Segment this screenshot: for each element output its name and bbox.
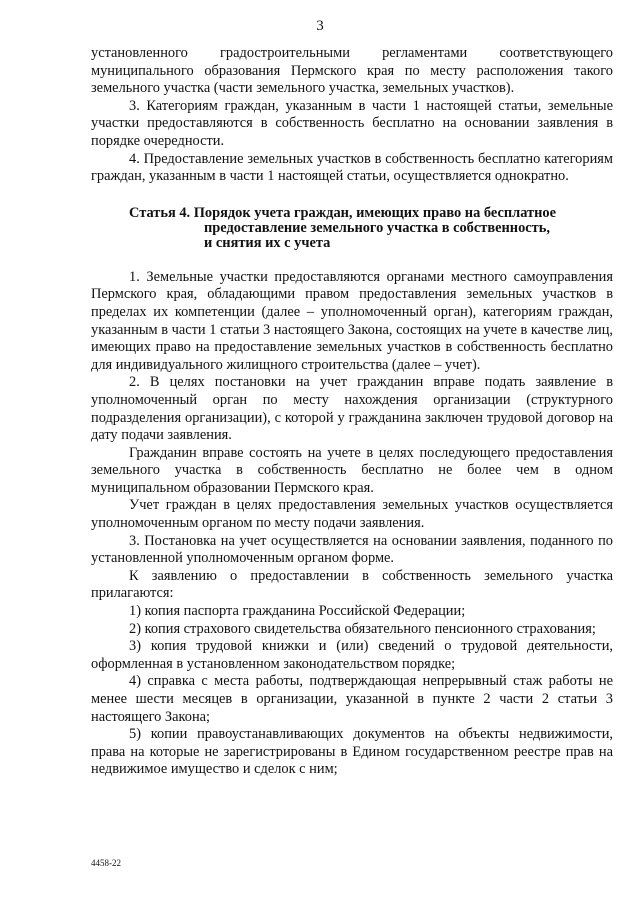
paragraph: Учет граждан в целях предоставления земельных участков осуществляется уполномоченным органом по месту подачи заявления. — [91, 497, 613, 532]
list-item: 4) справка с места работы, подтверждающая непрерывный стаж работы не менее шести месяцев в организации, указанной в пункте 2 части 2 статьи 3 настоящего Закона; — [91, 673, 613, 725]
article-title-line: и снятия их с учета — [204, 234, 331, 251]
page-number: 3 — [316, 18, 324, 34]
article-title — [91, 206, 613, 251]
paragraph: 3. Категориям граждан, указанным в части 1 настоящей статьи, земельные участки предоставляются в собственность бесплатно на основании заявления в порядке очередности. — [91, 97, 613, 149]
list-item: 2) копия страхового свидетельства обязательного пенсионного страхования; — [129, 620, 596, 637]
list-item: 1) копия паспорта гражданина Российской Федерации; — [129, 603, 466, 620]
paragraph: 2. В целях постановки на учет гражданин вправе подать заявление в уполномоченный орган по месту нахождения организации (структурного подразделения организации), с которой у гражданина заключен трудовой договор на дату подачи заявления. — [91, 374, 613, 444]
paragraph: Гражданин вправе состоять на учете в целях последующего предоставления земельного участка в собственность бесплатно не более чем в одном муниципальном образовании Пермского края. — [91, 444, 613, 496]
list-item: 5) копии правоустанавливающих документов на объекты недвижимости, права на которые не зарегистрированы в Едином государственном реестре прав на недвижимое имущество и сделок с ним; — [91, 726, 613, 778]
list-item: 3) копия трудовой книжки и (или) сведений о трудовой деятельности, оформленная в установленном законодательством порядке; — [91, 638, 613, 672]
paragraph: 1. Земельные участки предоставляются органами местного самоуправления Пермского края, обладающими правом предоставления земельных участков в пределах их компетенции (далее – уполномоченный орган), категориям граждан, указанным в части 1 статьи 3 настоящего Закона, состоящих на учете в качестве лиц, имеющих право на предоставление земельных участков в собственность бесплатно для индивидуального жилищного строительства (далее – учет). — [91, 268, 613, 373]
paragraph: К заявлению о предоставлении в собственность земельного участка прилагаются: — [91, 567, 613, 602]
footer-code: 4458-22 — [91, 858, 121, 868]
paragraph: 4. Предоставление земельных участков в собственность бесплатно категориям граждан, указанным в части 1 настоящей статьи, осуществляется однократно. — [91, 150, 613, 185]
article-title-line: предоставление земельного участка в собственность, — [204, 219, 550, 236]
paragraph: 3. Постановка на учет осуществляется на основании заявления, поданного по установленной уполномоченным органом форме. — [91, 532, 613, 567]
paragraph: установленного градостроительными регламентами соответствующего муниципального образования Пермского края по месту расположения такого земельного участка (части земельного участка, земельных участков). — [91, 45, 613, 97]
article-title-line: Статья 4. Порядок учета граждан, имеющих право на бесплатное — [129, 204, 556, 221]
document-body — [91, 45, 613, 779]
